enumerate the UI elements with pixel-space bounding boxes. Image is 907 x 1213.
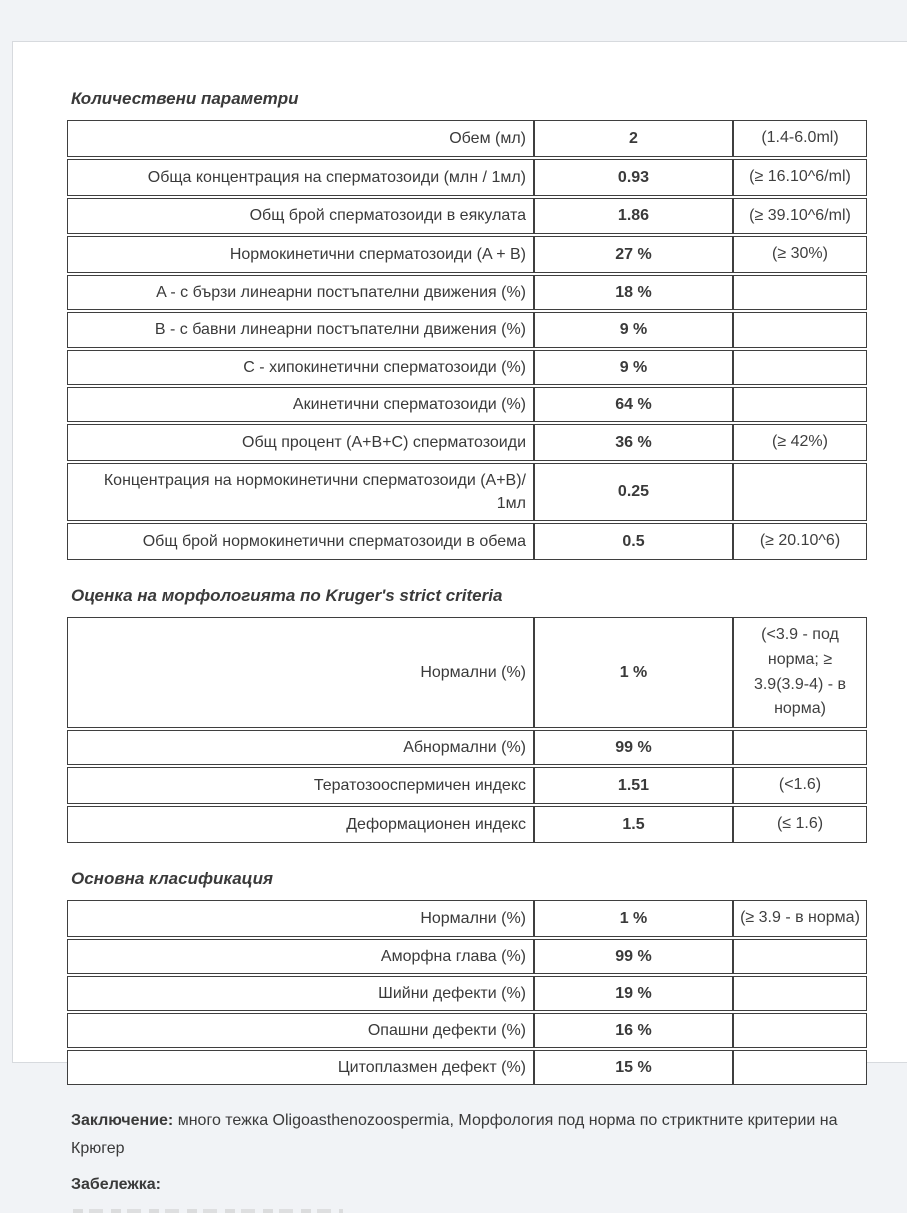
section-basic-classification bbox=[67, 869, 877, 1088]
quantitative-parameters-table bbox=[67, 118, 867, 562]
reference-range-cell: (≥ 3.9 - в норма) bbox=[733, 900, 867, 937]
result-value-cell: 9 % bbox=[534, 350, 733, 385]
parameter-name-cell: Обща концентрация на сперматозоиди (млн / 1мл) bbox=[67, 159, 534, 196]
section-quantitative-parameters bbox=[67, 89, 877, 562]
result-value-cell: 16 % bbox=[534, 1013, 733, 1048]
parameter-name-cell: Цитоплазмен дефект (%) bbox=[67, 1050, 534, 1085]
table-row bbox=[67, 730, 867, 765]
parameter-name-cell: Опашни дефекти (%) bbox=[67, 1013, 534, 1048]
reference-range-cell bbox=[733, 387, 867, 422]
parameter-name-cell: Общ брой нормокинетични сперматозоиди в обема bbox=[67, 523, 534, 560]
conclusion-label: Заключение: bbox=[71, 1112, 174, 1130]
result-value-cell: 15 % bbox=[534, 1050, 733, 1085]
table-row bbox=[67, 159, 867, 196]
table-row bbox=[67, 463, 867, 521]
reference-range-cell: (<1.6) bbox=[733, 767, 867, 804]
reference-range-cell: (≤ 1.6) bbox=[733, 806, 867, 843]
result-value-cell: 27 % bbox=[534, 236, 733, 273]
parameter-name-cell: Общ процент (A+B+C) сперматозоиди bbox=[67, 424, 534, 461]
result-value-cell: 0.25 bbox=[534, 463, 733, 521]
reference-range-cell: (≥ 20.10^6) bbox=[733, 523, 867, 560]
result-value-cell: 1.86 bbox=[534, 198, 733, 235]
result-value-cell: 0.5 bbox=[534, 523, 733, 560]
reference-range-cell: (≥ 30%) bbox=[733, 236, 867, 273]
parameter-name-cell: C - хипокинетични сперматозоиди (%) bbox=[67, 350, 534, 385]
section-kruger-morphology bbox=[67, 586, 877, 845]
reference-range-cell bbox=[733, 463, 867, 521]
reference-range-cell: (≥ 39.10^6/ml) bbox=[733, 198, 867, 235]
section-heading-quantitative-parameters: Количествени параметри bbox=[71, 89, 299, 108]
conclusion-body: много тежка Oligoasthenozoospermia, Морфология под норма по стриктните критерии на Крюгер bbox=[71, 1112, 838, 1158]
reference-range-cell bbox=[733, 1050, 867, 1085]
result-value-cell: 99 % bbox=[534, 939, 733, 974]
table-row bbox=[67, 900, 867, 937]
table-row bbox=[67, 806, 867, 843]
result-value-cell: 1 % bbox=[534, 617, 733, 728]
result-value-cell: 99 % bbox=[534, 730, 733, 765]
reference-range-cell bbox=[733, 312, 867, 347]
parameter-name-cell: Обем (мл) bbox=[67, 120, 534, 157]
result-value-cell: 19 % bbox=[534, 976, 733, 1011]
parameter-name-cell: Общ брой сперматозоиди в еякулата bbox=[67, 198, 534, 235]
section-heading-kruger-morphology: Оценка на морфологията по Kruger's strict criteria bbox=[71, 585, 503, 605]
table-row bbox=[67, 523, 867, 560]
result-value-cell: 18 % bbox=[534, 275, 733, 310]
reference-range-cell bbox=[733, 730, 867, 765]
parameter-name-cell: Абнормални (%) bbox=[67, 730, 534, 765]
reference-range-cell bbox=[733, 939, 867, 974]
parameter-name-cell: B - с бавни линеарни постъпателни движения (%) bbox=[67, 312, 534, 347]
document-content bbox=[13, 42, 877, 1213]
table-row bbox=[67, 275, 867, 310]
parameter-name-cell: Акинетични сперматозоиди (%) bbox=[67, 387, 534, 422]
table-row bbox=[67, 350, 867, 385]
parameter-name-cell: Нормокинетични сперматозоиди (A + B) bbox=[67, 236, 534, 273]
reference-range-cell: (≥ 16.10^6/ml) bbox=[733, 159, 867, 196]
section-heading-basic-classification: Основна класификация bbox=[71, 868, 274, 888]
clipped-text-remnant bbox=[73, 1209, 343, 1213]
parameter-name-cell: Нормални (%) bbox=[67, 900, 534, 937]
result-value-cell: 64 % bbox=[534, 387, 733, 422]
result-value-cell: 1 % bbox=[534, 900, 733, 937]
kruger-morphology-table bbox=[67, 615, 867, 845]
conclusion-paragraph bbox=[71, 1107, 861, 1163]
reference-range-cell: (≥ 42%) bbox=[733, 424, 867, 461]
reference-range-cell bbox=[733, 275, 867, 310]
parameter-name-cell: Тератозооспермичен индекс bbox=[67, 767, 534, 804]
table-row bbox=[67, 976, 867, 1011]
parameter-name-cell: Аморфна глава (%) bbox=[67, 939, 534, 974]
parameter-name-cell: Шийни дефекти (%) bbox=[67, 976, 534, 1011]
parameter-name-cell: Нормални (%) bbox=[67, 617, 534, 728]
result-value-cell: 2 bbox=[534, 120, 733, 157]
reference-range-cell bbox=[733, 350, 867, 385]
table-row bbox=[67, 617, 867, 728]
result-value-cell: 9 % bbox=[534, 312, 733, 347]
result-value-cell: 1.5 bbox=[534, 806, 733, 843]
note-label: Забележка: bbox=[71, 1176, 161, 1194]
table-row bbox=[67, 198, 867, 235]
result-value-cell: 1.51 bbox=[534, 767, 733, 804]
parameter-name-cell: Концентрация на нормокинетични сперматозоиди (A+B)/ 1мл bbox=[67, 463, 534, 521]
reference-range-cell: (<3.9 - под норма; ≥ 3.9(3.9-4) - в норма) bbox=[733, 617, 867, 728]
table-row bbox=[67, 767, 867, 804]
table-row bbox=[67, 1013, 867, 1048]
table-row bbox=[67, 312, 867, 347]
table-row bbox=[67, 1050, 867, 1085]
result-value-cell: 0.93 bbox=[534, 159, 733, 196]
result-value-cell: 36 % bbox=[534, 424, 733, 461]
document-card bbox=[12, 41, 907, 1194]
reference-range-cell bbox=[733, 1013, 867, 1048]
table-row bbox=[67, 236, 867, 273]
table-row bbox=[67, 424, 867, 461]
table-row bbox=[67, 120, 867, 157]
parameter-name-cell: Деформационен индекс bbox=[67, 806, 534, 843]
table-row bbox=[67, 387, 867, 422]
reference-range-cell bbox=[733, 976, 867, 1011]
reference-range-cell: (1.4-6.0ml) bbox=[733, 120, 867, 157]
table-row bbox=[67, 939, 867, 974]
parameter-name-cell: A - с бързи линеарни постъпателни движения (%) bbox=[67, 275, 534, 310]
